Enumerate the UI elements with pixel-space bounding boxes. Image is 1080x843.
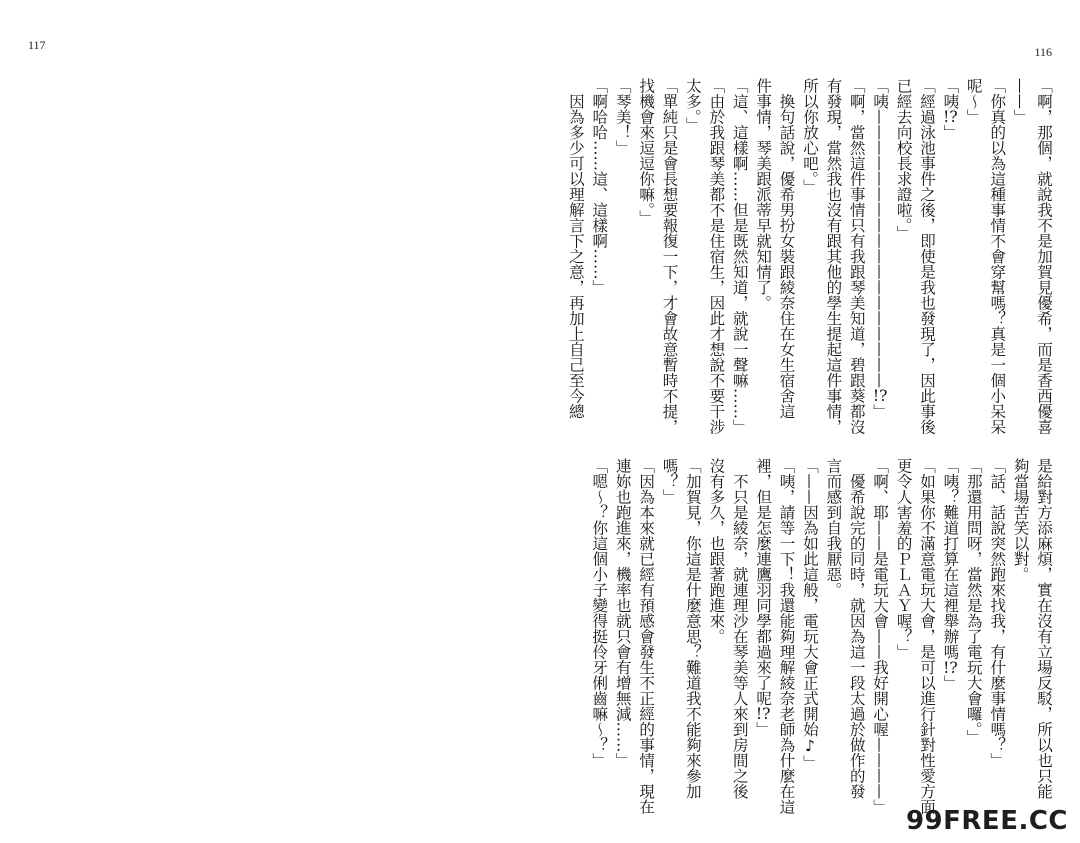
text-line: 夠當場苦笑以對。 <box>1011 458 1030 582</box>
text-line: 「加賀見，你這是什麼意思？難道我不能夠來參加 <box>683 458 702 799</box>
text-line: ——」 <box>1011 78 1030 125</box>
text-line: 優希說完的同時，就因為這一段太過於做作的發 <box>847 458 866 799</box>
text-line: 不只是綾奈，就連理沙在琴美等人來到房間之後 <box>730 458 749 799</box>
text-line: 裡，但是怎麼連鷹羽同學都過來了呢!?」 <box>754 458 773 737</box>
text-line: 「咦，請等一下！我還能夠理解綾奈老師為什麼在這 <box>777 458 796 815</box>
right-page-lower-text <box>587 458 1055 830</box>
text-line: 已經去向校長求證啦。」 <box>894 78 913 241</box>
text-line: 「那還用問呀，當然是為了電玩大會囉。」 <box>964 458 983 745</box>
text-line: 「你真的以為這種事情不會穿幫嗎？真是一個小呆呆 <box>988 78 1007 435</box>
text-line: 「啊，當然這件事情只有我跟琴美知道，碧跟葵都沒 <box>847 78 866 435</box>
text-line: 連妳也跑進來，機率也就只會有增無減……」 <box>613 458 632 768</box>
text-line: 「單純只是會長想要報復一下，才會故意暫時不提， <box>660 78 679 435</box>
text-line: 「這、這樣啊……但是既然知道，就說一聲嘛……」 <box>730 78 749 435</box>
text-line: 有發現，當然我也沒有跟其他的學生提起這件事情， <box>824 78 843 435</box>
text-line: 「咦——————————————————!?」 <box>871 78 890 419</box>
text-line: 件事情，琴美跟派蒂早就知情了。 <box>754 78 773 311</box>
text-line: 「啊，那個，就說我不是加賀見優希，而是香西優喜 <box>1035 78 1053 435</box>
page-number-right: 116 <box>1034 45 1052 59</box>
text-line: 「嗯～？你這個小子變得挺伶牙俐齒嘛～？」 <box>590 458 609 768</box>
text-line: 「琴美！」 <box>613 78 632 156</box>
text-line: 「如果你不滿意電玩大會，是可以進行針對性愛方面 <box>917 458 936 815</box>
text-line: 言而感到自我厭惡。 <box>824 458 843 598</box>
text-line: 「經過泳池事件之後，即使是我也發現了，因此事後 <box>917 78 936 435</box>
text-line: 所以你放心吧。」 <box>800 78 819 195</box>
text-line: 「由於我跟琴美都不是住宿生，因此才想說不要干涉 <box>707 78 726 435</box>
text-line: 太多。」 <box>683 78 702 133</box>
text-line: 「話、話說突然跑來找我，有什麼事情嗎？」 <box>988 458 1007 768</box>
text-line: 「——因為如此這般，電玩大會正式開始♪」 <box>800 458 819 771</box>
text-line: 是給對方添麻煩，實在沒有立場反駁，所以也只能 <box>1035 458 1053 799</box>
text-line: 換句話說，優希男扮女裝跟綾奈住在女生宿舍這 <box>777 78 796 419</box>
text-line: 「因為本來就已經有預感會發生不正經的事情，現在 <box>637 458 656 815</box>
text-line: 「咦!?」 <box>941 78 960 140</box>
page-number-left: 117 <box>28 38 46 52</box>
text-line: 沒有多久，也跟著跑進來。 <box>707 458 726 644</box>
right-page-upper-text <box>563 78 1055 450</box>
text-line: 找機會來逗逗你嘛。」 <box>637 78 656 226</box>
text-line: 嗎？」 <box>660 458 679 505</box>
right-page <box>540 0 1080 843</box>
text-line: 「啊、耶——是電玩大會——我好開心喔————」 <box>871 458 890 815</box>
text-line: 「咦？難道打算在這裡舉辦嗎!?」 <box>941 458 960 691</box>
text-line: 更令人害羞的ＰＬＡＹ喔？」 <box>894 458 913 660</box>
text-line: 因為多少可以理解言下之意，再加上自己至今總 <box>566 78 585 419</box>
text-line: 「啊哈哈……這、這樣啊……」 <box>590 78 609 295</box>
text-line: 呢～」 <box>964 78 983 125</box>
watermark: 99FREE.CC <box>905 806 1068 836</box>
